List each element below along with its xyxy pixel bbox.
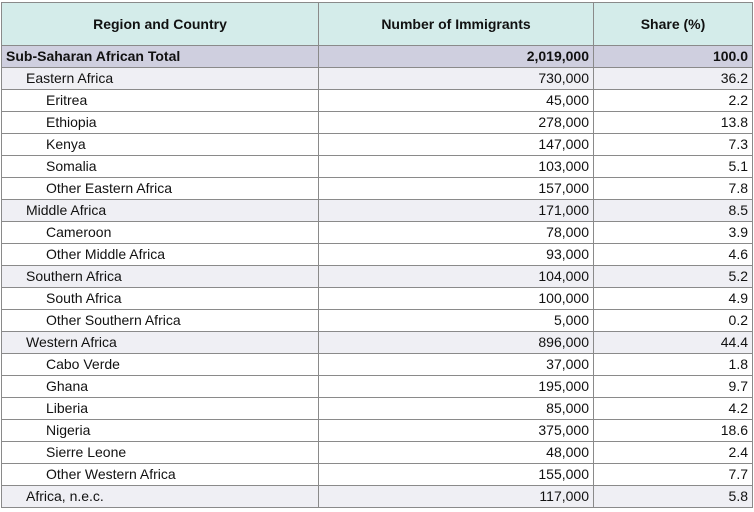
row-label: Southern Africa (2, 266, 319, 288)
table-body (2, 46, 753, 508)
table-row (2, 90, 753, 112)
row-number-of-immigrants: 37,000 (319, 354, 594, 376)
table-row (2, 420, 753, 442)
row-number-of-immigrants: 104,000 (319, 266, 594, 288)
row-number-of-immigrants: 375,000 (319, 420, 594, 442)
row-share: 7.7 (594, 464, 753, 486)
table-row (2, 112, 753, 134)
row-number-of-immigrants: 78,000 (319, 222, 594, 244)
row-share: 4.9 (594, 288, 753, 310)
row-label: Ethiopia (2, 112, 319, 134)
row-share: 5.8 (594, 486, 753, 508)
row-share: 1.8 (594, 354, 753, 376)
row-label: Other Middle Africa (2, 244, 319, 266)
row-number-of-immigrants: 147,000 (319, 134, 594, 156)
row-number-of-immigrants: 278,000 (319, 112, 594, 134)
row-share: 9.7 (594, 376, 753, 398)
row-number-of-immigrants: 103,000 (319, 156, 594, 178)
header-number-immigrants: Number of Immigrants (319, 3, 594, 46)
row-label: Cabo Verde (2, 354, 319, 376)
table-row (2, 376, 753, 398)
table-header (2, 3, 753, 46)
table-row (2, 46, 753, 68)
table-row (2, 354, 753, 376)
row-share: 18.6 (594, 420, 753, 442)
table-row (2, 156, 753, 178)
row-share: 0.2 (594, 310, 753, 332)
header-share: Share (%) (594, 3, 753, 46)
row-label: Liberia (2, 398, 319, 420)
row-number-of-immigrants: 5,000 (319, 310, 594, 332)
table-row (2, 134, 753, 156)
row-share: 5.1 (594, 156, 753, 178)
row-share: 5.2 (594, 266, 753, 288)
row-label: Somalia (2, 156, 319, 178)
row-share: 2.2 (594, 90, 753, 112)
row-label: Eastern Africa (2, 68, 319, 90)
table-row (2, 266, 753, 288)
row-label: Sierre Leone (2, 442, 319, 464)
header-region-country: Region and Country (2, 3, 319, 46)
row-share: 4.6 (594, 244, 753, 266)
table-row (2, 68, 753, 90)
row-label: Western Africa (2, 332, 319, 354)
header-row (2, 3, 753, 46)
table-row (2, 332, 753, 354)
row-label: Cameroon (2, 222, 319, 244)
row-share: 44.4 (594, 332, 753, 354)
immigrants-table (1, 2, 753, 508)
row-share: 8.5 (594, 200, 753, 222)
row-number-of-immigrants: 195,000 (319, 376, 594, 398)
row-share: 13.8 (594, 112, 753, 134)
row-number-of-immigrants: 85,000 (319, 398, 594, 420)
row-share: 7.8 (594, 178, 753, 200)
row-number-of-immigrants: 117,000 (319, 486, 594, 508)
table-row (2, 486, 753, 508)
row-number-of-immigrants: 2,019,000 (319, 46, 594, 68)
row-number-of-immigrants: 730,000 (319, 68, 594, 90)
row-label: Other Eastern Africa (2, 178, 319, 200)
row-number-of-immigrants: 157,000 (319, 178, 594, 200)
row-share: 100.0 (594, 46, 753, 68)
table-row (2, 398, 753, 420)
row-label: Sub-Saharan African Total (2, 46, 319, 68)
table-row (2, 178, 753, 200)
row-number-of-immigrants: 48,000 (319, 442, 594, 464)
table-row (2, 222, 753, 244)
row-share: 4.2 (594, 398, 753, 420)
row-number-of-immigrants: 93,000 (319, 244, 594, 266)
row-share: 36.2 (594, 68, 753, 90)
row-number-of-immigrants: 896,000 (319, 332, 594, 354)
row-label: Eritrea (2, 90, 319, 112)
row-number-of-immigrants: 100,000 (319, 288, 594, 310)
row-label: Kenya (2, 134, 319, 156)
table-row (2, 244, 753, 266)
row-label: Other Southern Africa (2, 310, 319, 332)
row-label: South Africa (2, 288, 319, 310)
table-row (2, 464, 753, 486)
row-label: Middle Africa (2, 200, 319, 222)
row-label: Nigeria (2, 420, 319, 442)
row-share: 2.4 (594, 442, 753, 464)
row-number-of-immigrants: 155,000 (319, 464, 594, 486)
row-share: 7.3 (594, 134, 753, 156)
row-label: Ghana (2, 376, 319, 398)
row-share: 3.9 (594, 222, 753, 244)
table-row (2, 200, 753, 222)
table-row (2, 442, 753, 464)
row-label: Other Western Africa (2, 464, 319, 486)
row-number-of-immigrants: 45,000 (319, 90, 594, 112)
row-label: Africa, n.e.c. (2, 486, 319, 508)
table-row (2, 310, 753, 332)
row-number-of-immigrants: 171,000 (319, 200, 594, 222)
table-row (2, 288, 753, 310)
